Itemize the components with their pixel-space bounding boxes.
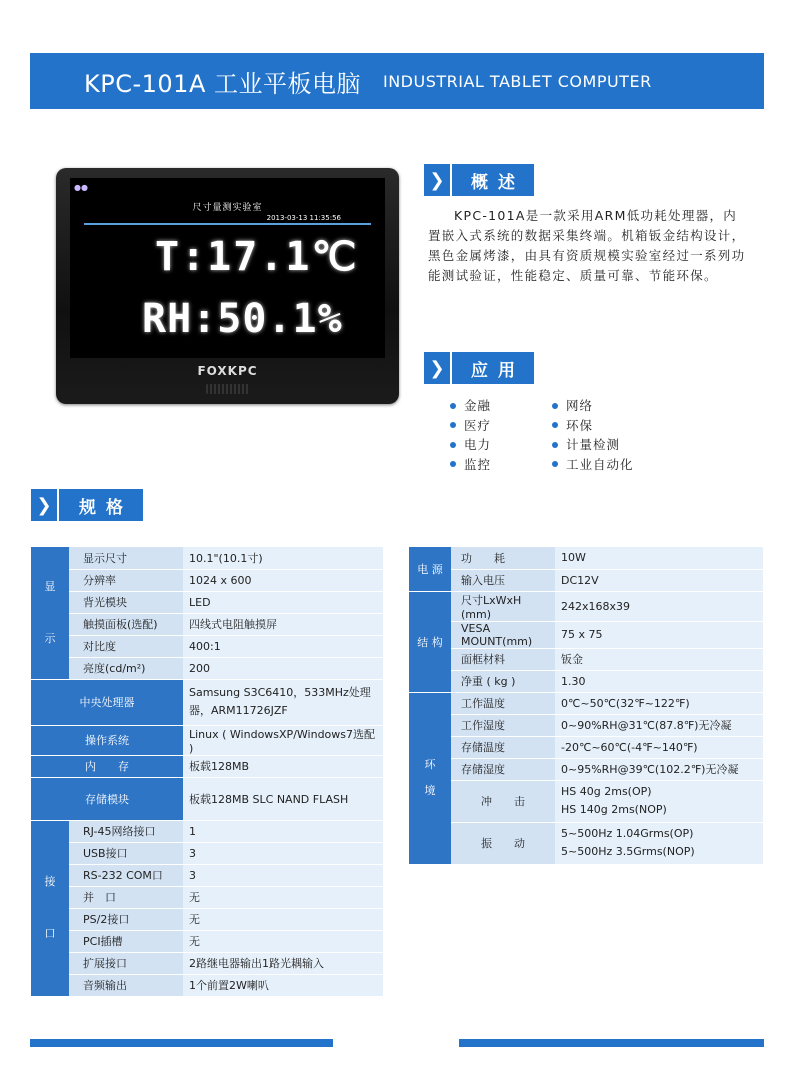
screen-divider [84, 223, 371, 225]
spec-key: 音频输出 [69, 974, 183, 996]
spec-heading [31, 489, 143, 521]
spec-table-left [31, 547, 383, 997]
chevron-right-icon: ❯ [31, 489, 59, 521]
spec-key: 工作湿度 [451, 714, 555, 736]
table-row [31, 725, 383, 755]
header-banner [30, 53, 764, 109]
spec-key: 工作温度 [451, 692, 555, 714]
list-item: 金融 [450, 396, 552, 416]
table-row [409, 714, 763, 736]
screen-title: 尺寸量测实验室 [192, 203, 263, 213]
spec-value: 3 [183, 842, 383, 864]
category-environment: 环 境 [409, 692, 451, 864]
spec-key: 输入电压 [451, 569, 555, 591]
table-row [31, 864, 383, 886]
table-row [409, 736, 763, 758]
table-row [409, 822, 763, 864]
table-row [409, 692, 763, 714]
bullet-icon [450, 403, 456, 409]
overview-heading-label: 概述 [452, 164, 534, 196]
spec-value: 无 [183, 930, 383, 952]
spec-key: 功 耗 [451, 547, 555, 569]
table-row [409, 758, 763, 780]
spec-value: 1024 x 600 [183, 569, 383, 591]
table-row [31, 930, 383, 952]
table-row [409, 670, 763, 692]
spec-value: 10W [555, 547, 763, 569]
table-row [31, 569, 383, 591]
category-structure: 结 构 [409, 591, 451, 692]
table-row [31, 820, 383, 842]
spec-key: 对比度 [69, 635, 183, 657]
spec-value: 无 [183, 886, 383, 908]
spec-table-right [409, 547, 763, 865]
spec-value: 2路继电器输出1路光耦输入 [183, 952, 383, 974]
spec-key: 尺寸LxWxH (mm) [451, 591, 555, 621]
spec-heading-label: 规格 [59, 489, 143, 521]
spec-value: 0~90%RH@31℃(87.8℉)无冷凝 [555, 714, 763, 736]
list-item: 监控 [450, 455, 552, 475]
spec-key: 冲 击 [451, 780, 555, 822]
table-row [409, 780, 763, 822]
screen-time: 2013-03-13 11:35:56 [266, 214, 341, 222]
spec-value: 0℃~50℃(32℉~122℉) [555, 692, 763, 714]
spec-value: Linux ( WindowsXP/Windows7选配 ) [183, 725, 383, 755]
applications-list [450, 396, 662, 474]
list-item: 医疗 [450, 416, 552, 436]
overview-text: KPC-101A是一款采用ARM低功耗处理器，内置嵌入式系统的数据采集终端。机箱钣金结构设计，黑色金属烤漆，由具有资质规模实验室经过一系列功能测试验证，性能稳定、质量可靠、节能环保。 [428, 208, 746, 283]
spec-key: USB接口 [69, 842, 183, 864]
applications-heading-label: 应用 [452, 352, 534, 384]
table-row [31, 886, 383, 908]
table-row [31, 974, 383, 996]
spec-value: 板载128MB [183, 755, 383, 777]
speaker-grille [206, 384, 250, 394]
table-row [409, 591, 763, 621]
list-item: 环保 [552, 416, 662, 436]
spec-value: 1.30 [555, 670, 763, 692]
spec-key: 操作系统 [31, 725, 183, 755]
spec-value: LED [183, 591, 383, 613]
bullet-icon [552, 422, 558, 428]
category-interface: 接 口 [31, 820, 69, 996]
screen-logo-icon: ●● [74, 183, 88, 192]
spec-key: 并 口 [69, 886, 183, 908]
spec-key: PS/2接口 [69, 908, 183, 930]
spec-key: 振 动 [451, 822, 555, 864]
table-row [409, 648, 763, 670]
list-item: 网络 [552, 396, 662, 416]
device-brand-logo: FOXKPC [197, 364, 258, 378]
table-row [31, 635, 383, 657]
footer-bar-left [30, 1039, 333, 1047]
table-row [31, 591, 383, 613]
screen-humidity: RH:50.1% [142, 296, 343, 342]
spec-value: 1 [183, 820, 383, 842]
list-item: 工业自动化 [552, 455, 662, 475]
spec-value: 75 x 75 [555, 621, 763, 648]
bullet-icon [450, 461, 456, 467]
spec-value: 钣金 [555, 648, 763, 670]
category-power: 电 源 [409, 547, 451, 591]
table-row [409, 569, 763, 591]
chevron-right-icon: ❯ [424, 352, 452, 384]
spec-key: 触摸面板(选配) [69, 613, 183, 635]
spec-key: 中央处理器 [31, 679, 183, 725]
bullet-icon [552, 403, 558, 409]
chevron-right-icon: ❯ [424, 164, 452, 196]
spec-value: Samsung S3C6410，533MHz处理器，ARM11726JZF [183, 679, 383, 725]
spec-key: 存储温度 [451, 736, 555, 758]
screen-temperature: T:17.1℃ [155, 234, 359, 280]
spec-value: -20℃~60℃(-4℉~140℉) [555, 736, 763, 758]
spec-value: HS 40g 2ms(OP) HS 140g 2ms(NOP) [555, 780, 763, 822]
table-row [31, 842, 383, 864]
table-row [409, 621, 763, 648]
table-row [31, 547, 383, 569]
category-display: 显 示 [31, 547, 69, 679]
overview-heading [424, 164, 534, 196]
spec-value: 无 [183, 908, 383, 930]
spec-key: 内 存 [31, 755, 183, 777]
spec-value: 板载128MB SLC NAND FLASH [183, 777, 383, 820]
table-row [409, 547, 763, 569]
bullet-icon [450, 442, 456, 448]
bullet-icon [552, 442, 558, 448]
page-subtitle: INDUSTRIAL TABLET COMPUTER [382, 71, 652, 91]
spec-value: 5~500Hz 1.04Grms(OP) 5~500Hz 3.5Grms(NOP) [555, 822, 763, 864]
spec-value: 四线式电阻触摸屏 [183, 613, 383, 635]
device-photo [56, 168, 399, 404]
list-item: 电力 [450, 435, 552, 455]
spec-value: 0~95%RH@39℃(102.2℉)无冷凝 [555, 758, 763, 780]
spec-key: RJ-45网络接口 [69, 820, 183, 842]
page-title: KPC-101A 工业平板电脑 [84, 69, 361, 98]
table-row [31, 679, 383, 725]
spec-key: 亮度(cd/m²) [69, 657, 183, 679]
bullet-icon [450, 422, 456, 428]
spec-key: 背光模块 [69, 591, 183, 613]
bullet-icon [552, 461, 558, 467]
table-row [31, 657, 383, 679]
spec-value: DC12V [555, 569, 763, 591]
device-screen [70, 178, 385, 358]
list-item: 计量检测 [552, 435, 662, 455]
spec-key: 存储模块 [31, 777, 183, 820]
spec-value: 10.1"(10.1寸) [183, 547, 383, 569]
spec-key: 分辨率 [69, 569, 183, 591]
table-row [31, 908, 383, 930]
spec-key: VESA MOUNT(mm) [451, 621, 555, 648]
spec-value: 242x168x39 [555, 591, 763, 621]
spec-key: RS-232 COM口 [69, 864, 183, 886]
spec-value: 1个前置2W喇叭 [183, 974, 383, 996]
spec-key: 面框材料 [451, 648, 555, 670]
table-row [31, 755, 383, 777]
spec-key: 扩展接口 [69, 952, 183, 974]
spec-key: 存储湿度 [451, 758, 555, 780]
spec-key: 显示尺寸 [69, 547, 183, 569]
spec-value: 200 [183, 657, 383, 679]
table-row [31, 952, 383, 974]
applications-heading [424, 352, 534, 384]
spec-key: PCI插槽 [69, 930, 183, 952]
footer-bar-right [459, 1039, 764, 1047]
spec-key: 净重 ( kg ) [451, 670, 555, 692]
table-row [31, 613, 383, 635]
spec-value: 3 [183, 864, 383, 886]
spec-value: 400:1 [183, 635, 383, 657]
table-row [31, 777, 383, 820]
